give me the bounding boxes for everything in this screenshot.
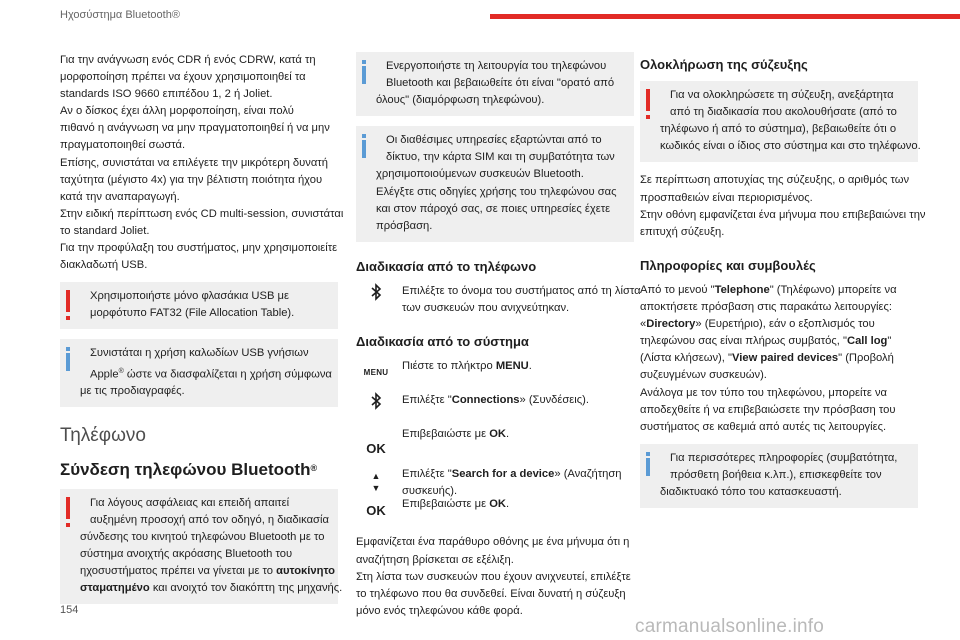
arrow-down-icon: ▼ xyxy=(371,483,381,494)
text-line xyxy=(80,580,343,597)
text-fragment: " (Τηλέφωνο) μπορείτε να xyxy=(769,283,897,296)
text-line: Για περισσότερες πληροφορίες (συμβατότητα, xyxy=(670,451,898,464)
text-fragment: . xyxy=(528,360,532,373)
info-note-services xyxy=(356,126,634,242)
header-accent-bar xyxy=(490,14,960,19)
text-line xyxy=(640,316,918,333)
ok-button-icon: OK xyxy=(366,503,386,519)
info-icon xyxy=(646,458,650,476)
text-fragment: " (Προβολή xyxy=(838,352,894,365)
text-line: Για λόγους ασφάλειας και επειδή απαιτεί xyxy=(90,496,290,509)
text-line: κωδικός είναι ο ίδιος στο σύστημα και στο τηλέφωνο. xyxy=(660,140,921,153)
text-line: Επίσης, συνιστάται να επιλέγετε την μικρότερη δυνατή xyxy=(60,156,328,169)
step-press-menu xyxy=(356,358,634,382)
text-line xyxy=(402,466,634,483)
text-line: standards ISO 9660 επιπέδου 1, 2 ή Joliet. xyxy=(60,88,273,101)
heading-info-tips: Πληροφορίες και συμβουλές xyxy=(640,257,816,273)
heading-bluetooth-connection xyxy=(60,459,338,481)
text-fragment: τηλεφώνου σας είναι πλήρως συμβατός, " xyxy=(640,335,847,348)
cd-format-paragraph xyxy=(60,52,344,274)
text-line: μόνο ενός τηλεφώνου κάθε φορά. xyxy=(356,604,523,617)
text-line: ταχύτητα (μέγιστο 4x) για την βέλτιστη ποιότητα ήχου xyxy=(60,173,323,186)
text-line xyxy=(80,363,330,384)
text-line: συζευγμένων συσκευών). xyxy=(640,369,767,382)
text-line: χρησιμοποιούμενων συσκευών Bluetooth. xyxy=(376,168,584,181)
step-confirm-ok xyxy=(356,426,634,456)
text-line: Επιλέξτε το όνομα του συστήματος από τη λίστα xyxy=(402,284,641,297)
text-fragment: Επιλέξτε " xyxy=(402,468,452,481)
text-line: Ελέγξτε στις οδηγίες χρήσης του τηλεφώνου σας xyxy=(376,185,617,198)
text-line: σύνδεσης του κινητού τηλεφώνου Bluetooth με το xyxy=(80,530,325,543)
bold-term: Directory xyxy=(646,318,696,331)
info-icon xyxy=(66,353,70,371)
warning-icon xyxy=(66,497,70,519)
text-fragment: Από το μενού " xyxy=(640,283,715,296)
text-line: Στη λίστα των συσκευών που έχουν ανιχνευτεί, επιλέξτε xyxy=(356,570,631,583)
step-select-connections xyxy=(356,392,634,416)
text-line xyxy=(402,426,634,443)
column-left xyxy=(60,52,344,614)
search-result-paragraph xyxy=(356,534,634,619)
bold-term: Call log xyxy=(846,335,888,348)
text-line: Στην οθόνη εμφανίζεται ένα μήνυμα που επιβεβαιώνει την xyxy=(640,208,926,221)
text-line: Bluetooth και βεβαιωθείτε ότι είναι "ορατό από xyxy=(386,77,615,90)
step-confirm-ok-2 xyxy=(356,496,634,524)
pairing-failure-paragraph xyxy=(640,172,926,240)
text-line: κατά την αναπαραγωγή. xyxy=(60,190,180,203)
text-line: αυξημένη προσοχή από τον οδηγό, η διαδικασία xyxy=(90,513,329,526)
text-line: των συσκευών που ανιχνεύτηκαν. xyxy=(402,302,570,315)
text-fragment: " xyxy=(887,335,892,348)
text-line: Συνιστάται η χρήση καλωδίων USB γνήσιων xyxy=(90,347,309,360)
bold-term: View paired devices xyxy=(731,352,839,365)
text-line: με τις προδιαγραφές. xyxy=(80,385,185,398)
text-fragment: Επιλέξτε " xyxy=(402,394,452,407)
bold-term: OK xyxy=(489,498,506,511)
bluetooth-icon xyxy=(356,392,396,414)
text-line: και στον πάροχό σας, σε ποιες υπηρεσίες έχετε xyxy=(376,202,611,215)
info-note-manufacturer-site xyxy=(640,444,918,508)
text-fragment: Επιβεβαιώστε με xyxy=(402,428,490,441)
text-line: Εμφανίζεται ένα παράθυρο οθόνης με ένα μήνυμα ότι η xyxy=(356,536,630,549)
bold-term: αυτοκίνητο xyxy=(276,564,335,577)
page-number: 154 xyxy=(60,604,79,616)
text-fragment: » (Συνδέσεις). xyxy=(519,394,590,407)
text-line: Σε περίπτωση αποτυχίας της σύζευξης, ο αριθμός των xyxy=(640,174,910,187)
warning-icon xyxy=(646,89,650,111)
text-fragment: . xyxy=(505,428,510,441)
info-icon xyxy=(362,66,366,84)
bold-term: MENU xyxy=(495,360,529,373)
text-line: Για να ολοκληρώσετε τη σύζευξη, ανεξάρτητα xyxy=(670,89,894,102)
text-line xyxy=(640,350,918,367)
text-line xyxy=(80,563,335,580)
text-line xyxy=(402,358,634,375)
text-fragment: ηχοσυστήματος πρέπει να γίνεται με το xyxy=(80,564,274,577)
bold-term: OK xyxy=(489,428,506,441)
warning-note-usb-format xyxy=(60,282,338,329)
text-line: διαδικτυακό τόπο του κατασκευαστή. xyxy=(660,485,842,498)
column-middle xyxy=(356,52,641,628)
text-fragment: και ανοιχτό τον διακόπτη της μηχανής. xyxy=(149,581,343,594)
text-line: προσπαθειών είναι περιορισμένος. xyxy=(640,191,813,204)
text-line: αποκτήσετε πρόσβαση στις παρακάτω λειτουργίες: xyxy=(640,301,893,314)
text-fragment: ώστε να διασφαλίζεται η χρήση σύμφωνα xyxy=(123,368,332,381)
text-fragment: Πιέστε το πλήκτρο xyxy=(402,360,496,373)
text-line: πιθανό η ανάγνωση να μην πραγματοποιηθεί ή να μην xyxy=(60,122,330,135)
bold-term: Search for a device xyxy=(451,468,555,481)
column-right xyxy=(640,56,926,518)
step-search-device xyxy=(356,466,634,500)
text-line xyxy=(640,333,918,350)
text-line xyxy=(402,496,634,513)
text-line xyxy=(640,282,918,299)
text-line: δίκτυο, την κάρτα SIM και τη συμβατότητα των xyxy=(386,151,615,164)
heading-procedure-phone: Διαδικασία από το τηλέφωνο xyxy=(356,258,537,274)
text-line: σύστημα ανοιχτής ακρόασης Bluetooth του xyxy=(80,547,293,560)
text-fragment: « xyxy=(640,318,647,331)
registered-mark: ® xyxy=(310,462,318,473)
text-line: αποδεχθείτε ή να επιβεβαιώσετε την πρόσβαση του xyxy=(640,403,896,416)
warning-icon xyxy=(66,290,70,312)
text-line: Στην ειδική περίπτωση ενός CD multi-session, συνιστάται xyxy=(60,207,344,220)
text-line: Χρησιμοποιήστε μόνο φλασάκια USB με xyxy=(90,290,289,303)
text-line: μορφοποίηση πρέπει να έχουν χρησιμοποιηθεί τα xyxy=(60,71,306,84)
text-line: το standard Joliet. xyxy=(60,224,150,237)
text-fragment: . xyxy=(505,498,510,511)
text-fragment: Επιβεβαιώστε με xyxy=(402,498,490,511)
info-icon xyxy=(362,140,366,158)
telephone-menu-paragraph xyxy=(640,282,918,436)
info-note-usb-cables xyxy=(60,339,338,407)
text-line: Ανάλογα με τον τύπο του τηλεφώνου, μπορείτε να xyxy=(640,386,888,399)
info-note-enable-bluetooth xyxy=(356,52,634,116)
text-line: Για την προφύλαξη του συστήματος, μην χρησιμοποιείτε xyxy=(60,242,338,255)
text-fragment: (Λίστα κλήσεων), " xyxy=(640,352,732,365)
heading-pairing-completion: Ολοκλήρωση της σύζευξης xyxy=(640,57,808,72)
warning-note-safety xyxy=(60,489,343,605)
heading-procedure-system: Διαδικασία από το σύστημα xyxy=(356,334,529,350)
bold-term: Telephone xyxy=(714,283,770,296)
text-line: μορφότυπο FAT32 (File Allocation Table). xyxy=(90,307,295,320)
page-header-title: Ηχοσύστημα Bluetooth® xyxy=(60,9,180,21)
text-line: από τη διαδικασία που ακολουθήσατε (από το xyxy=(670,106,897,119)
text-line: Οι διαθέσιμες υπηρεσίες εξαρτώνται από το xyxy=(386,134,602,147)
text-line: αναζήτηση βρίσκεται σε εξέλιξη. xyxy=(356,553,514,566)
bold-term: Connections xyxy=(451,394,520,407)
text-fragment: » (Αναζήτηση xyxy=(554,468,622,481)
text-line: πρόσβαση. xyxy=(376,219,433,232)
site-watermark: carmanualsonline.info xyxy=(635,616,825,637)
up-down-arrows-icon xyxy=(356,470,396,494)
text-line: Αν ο δίσκος έχει άλλη μορφοποίηση, είναι πολύ xyxy=(60,105,294,118)
step-select-system-name xyxy=(356,283,641,317)
text-fragment: » (Ευρετήριο), εάν ο εξοπλισμός του xyxy=(695,318,875,331)
text-line: διακλαδωτή USB. xyxy=(60,259,148,272)
text-line: το τηλέφωνο που θα συνδεθεί. Είναι δυνατή η σύζευξη xyxy=(356,587,626,600)
brand-apple: Apple xyxy=(90,368,119,381)
ok-button-icon: OK xyxy=(366,441,386,457)
text-line: τηλέφωνο ή από το σύστημα), βεβαιωθείτε ότι ο xyxy=(660,123,897,136)
bluetooth-icon xyxy=(356,283,396,305)
bold-term: σταματημένο xyxy=(80,581,150,594)
text-line: επιτυχή σύζευξη. xyxy=(640,225,725,238)
warning-note-pairing-code xyxy=(640,81,921,162)
arrow-up-icon: ▲ xyxy=(371,471,381,482)
text-line: Για την ανάγνωση ενός CDR ή ενός CDRW, κατά τη xyxy=(60,54,316,66)
text-line: Ενεργοποιήστε τη λειτουργία του τηλεφώνου xyxy=(386,60,607,72)
text-line: συστήματος σε καθεμιά από αυτές τις λειτουργίες. xyxy=(640,420,887,433)
text-line: συσκευής). xyxy=(402,485,458,498)
registered-mark: ® xyxy=(118,367,124,375)
text-line: πρόσθετη βοήθεια κ.λπ.), επισκεφθείτε τον xyxy=(670,468,882,481)
heading-text: Σύνδεση τηλεφώνου Bluetooth xyxy=(60,459,311,479)
section-title-phone: Τηλέφωνο xyxy=(60,425,146,447)
menu-button-icon: MENU xyxy=(363,368,389,378)
text-line xyxy=(402,392,634,409)
text-line: πραγματοποιηθεί σωστά. xyxy=(60,139,186,152)
text-line: όλους" (διαμόρφωση τηλεφώνου). xyxy=(376,94,545,107)
